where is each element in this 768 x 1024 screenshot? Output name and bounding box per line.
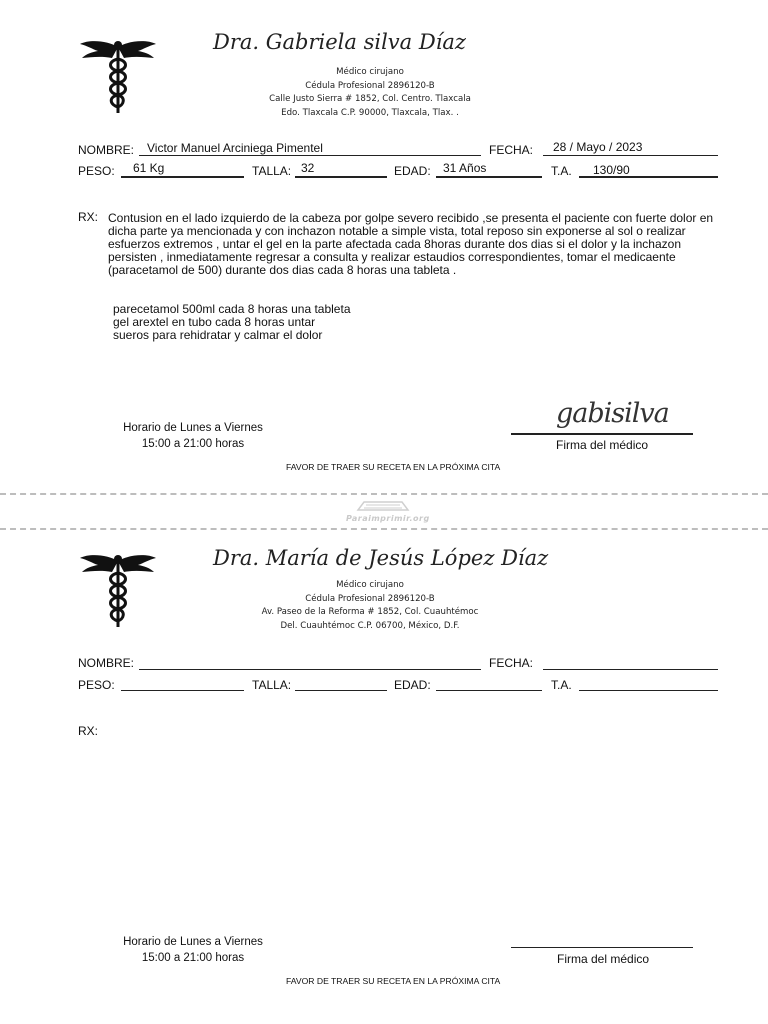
ta-label: T.A. [551, 164, 572, 178]
signature-line [511, 433, 693, 435]
cut-line-bottom [0, 528, 768, 530]
footer-note: FAVOR DE TRAER SU RECETA EN LA PRÓXIMA CITA [286, 976, 501, 986]
edad-line [436, 176, 542, 178]
rx-item: parecetamol 500ml cada 8 horas una tableta [113, 302, 351, 316]
schedule-hours: 15:00 a 21:00 horas [141, 952, 245, 964]
cut-line-top [0, 493, 768, 495]
ta-line [579, 176, 718, 178]
caduceus-icon [78, 37, 158, 117]
address-line-2: Edo. Tlaxcala C.P. 90000, Tlaxcala, Tlax. . [281, 107, 459, 118]
talla-line[interactable] [295, 690, 387, 691]
ta-line[interactable] [579, 690, 718, 691]
fecha-line[interactable] [543, 669, 718, 670]
rx-label: RX: [78, 724, 99, 738]
fecha-line [543, 155, 718, 156]
watermark-text: Paraimprimir.org [346, 514, 430, 523]
signature-label: Firma del médico [556, 438, 649, 452]
rx-item: gel arextel en tubo cada 8 horas untar [113, 315, 316, 329]
ta-value: 130/90 [593, 163, 630, 177]
doctor-signature: gabisilva [556, 398, 669, 429]
address-line-1: Calle Justo Sierra # 1852, Col. Centro. Tlaxcala [269, 94, 471, 104]
edad-line[interactable] [436, 690, 542, 691]
nombre-label: NOMBRE: [78, 143, 135, 157]
license-number: Cédula Profesional 2896120-B [305, 80, 435, 91]
talla-value: 32 [301, 161, 315, 175]
talla-label: TALLA: [252, 164, 292, 178]
footer-note: FAVOR DE TRAER SU RECETA EN LA PRÓXIMA CITA [286, 462, 501, 472]
talla-label: TALLA: [252, 678, 292, 692]
printer-logo-icon [340, 500, 424, 512]
peso-value: 61 Kg [133, 161, 165, 175]
license-number: Cédula Profesional 2896120-B [305, 593, 435, 604]
nombre-value: Victor Manuel Arciniega Pimentel [147, 141, 323, 155]
caduceus-icon [78, 551, 158, 631]
schedule-days: Horario de Lunes a Viernes [123, 422, 263, 434]
edad-value: 31 Años [443, 161, 487, 175]
rx-description: Contusion en el lado izquierdo de la cabeza por golpe severo recibido ,se presenta el paciente con fuerte dolor en dicha parte ya mencionada y con inchazon notable a simple vista, total reposo sin exponerse al sol o realizar esfuerzos extremos , untar el gel en la parte afectada cada 8horas durante dos dias si el dolor y la inchazon persisten , inmediatamente regresar a consulta y realizar estaudios correspondientes, tomar el medicaente (paracetamol de 500) durante dos dias cada 8 horas una tableta . [108, 211, 714, 277]
fecha-value: 28 / Mayo / 2023 [553, 140, 643, 154]
rx-item: sueros para rehidratar y calmar el dolor [113, 328, 323, 342]
specialty: Médico cirujano [336, 67, 404, 77]
doctor-info [235, 66, 505, 120]
schedule-hours: 15:00 a 21:00 horas [141, 438, 245, 450]
edad-label: EDAD: [394, 164, 431, 178]
fecha-label: FECHA: [489, 656, 534, 670]
peso-label: PESO: [78, 164, 115, 178]
peso-line[interactable] [121, 690, 244, 691]
doctor-info [235, 579, 505, 633]
edad-label: EDAD: [394, 678, 431, 692]
address-line-1: Av. Paseo de la Reforma # 1852, Col. Cuauhtémoc [261, 607, 479, 617]
signature-label: Firma del médico [557, 952, 650, 966]
nombre-label: NOMBRE: [78, 656, 135, 670]
signature-line [511, 947, 693, 948]
talla-line [295, 176, 387, 178]
ta-label: T.A. [551, 678, 572, 692]
nombre-line[interactable] [139, 669, 481, 670]
rx-medication-list [113, 303, 513, 342]
specialty: Médico cirujano [336, 580, 404, 590]
nombre-line [139, 155, 481, 156]
doctor-name: Dra. María de Jesús López Díaz [213, 546, 549, 570]
rx-label: RX: [78, 210, 99, 224]
doctor-name: Dra. Gabriela silva Díaz [213, 30, 466, 54]
schedule-days: Horario de Lunes a Viernes [123, 936, 263, 948]
fecha-label: FECHA: [489, 143, 534, 157]
address-line-2: Del. Cuauhtémoc C.P. 06700, México, D.F. [280, 620, 460, 631]
peso-line [121, 176, 244, 178]
peso-label: PESO: [78, 678, 115, 692]
